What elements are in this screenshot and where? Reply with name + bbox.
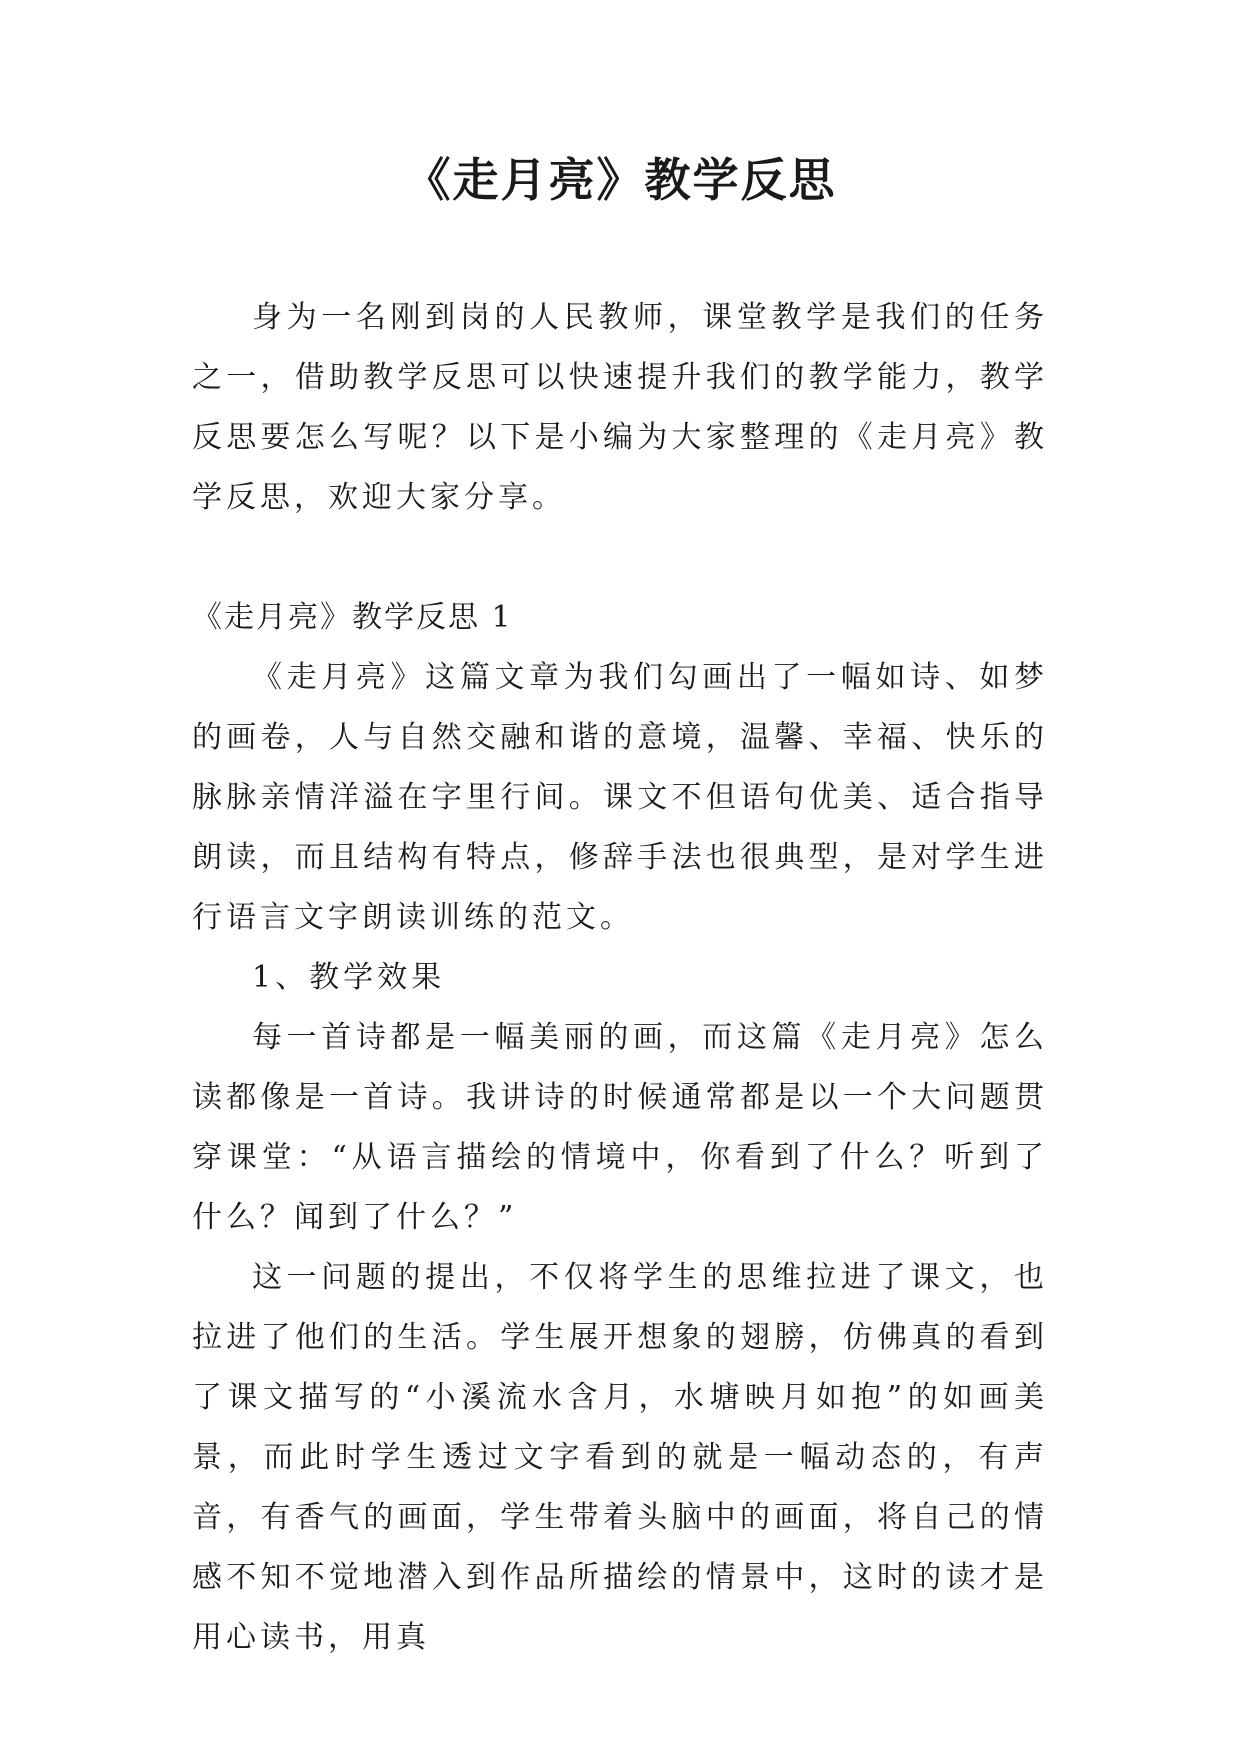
body-paragraph: 每一首诗都是一幅美丽的画，而这篇《走月亮》怎么读都像是一首诗。我讲诗的时候通常都是以一个大问题贯穿课堂：“从语言描绘的情境中，你看到了什么？听到了什么？闻到了什么？” [192, 1020, 1048, 1235]
document-body [192, 288, 1048, 1668]
intro-paragraph: 身为一名刚到岗的人民教师，课堂教学是我们的任务之一，借助教学反思可以快速提升我们的教学能力，教学反思要怎么写呢？以下是小编为大家整理的《走月亮》教学反思，欢迎大家分享。 [192, 300, 1048, 515]
subsection-heading: 1、教学效果 [252, 960, 446, 995]
paragraph-gap [192, 528, 1048, 588]
document-title: 《走月亮》教学反思 [404, 153, 837, 207]
section-heading: 《走月亮》教学反思 1 [192, 600, 513, 635]
body-paragraph: 《走月亮》这篇文章为我们勾画出了一幅如诗、如梦的画卷，人与自然交融和谐的意境，温馨、幸福、快乐的脉脉亲情洋溢在字里行间。课文不但语句优美、适合指导朗读，而且结构有特点，修辞手法也很典型，是对学生进行语言文字朗读训练的范文。 [192, 660, 1048, 935]
body-paragraph: 这一问题的提出，不仅将学生的思维拉进了课文，也拉进了他们的生活。学生展开想象的翅膀，仿佛真的看到了课文描写的“小溪流水含月，水塘映月如抱”的如画美景，而此时学生透过文字看到的就是一幅动态的，有声音，有香气的画面，学生带着头脑中的画面，将自己的情感不知不觉地潜入到作品所描绘的情景中，这时的读才是用心读书，用真 [192, 1260, 1048, 1655]
